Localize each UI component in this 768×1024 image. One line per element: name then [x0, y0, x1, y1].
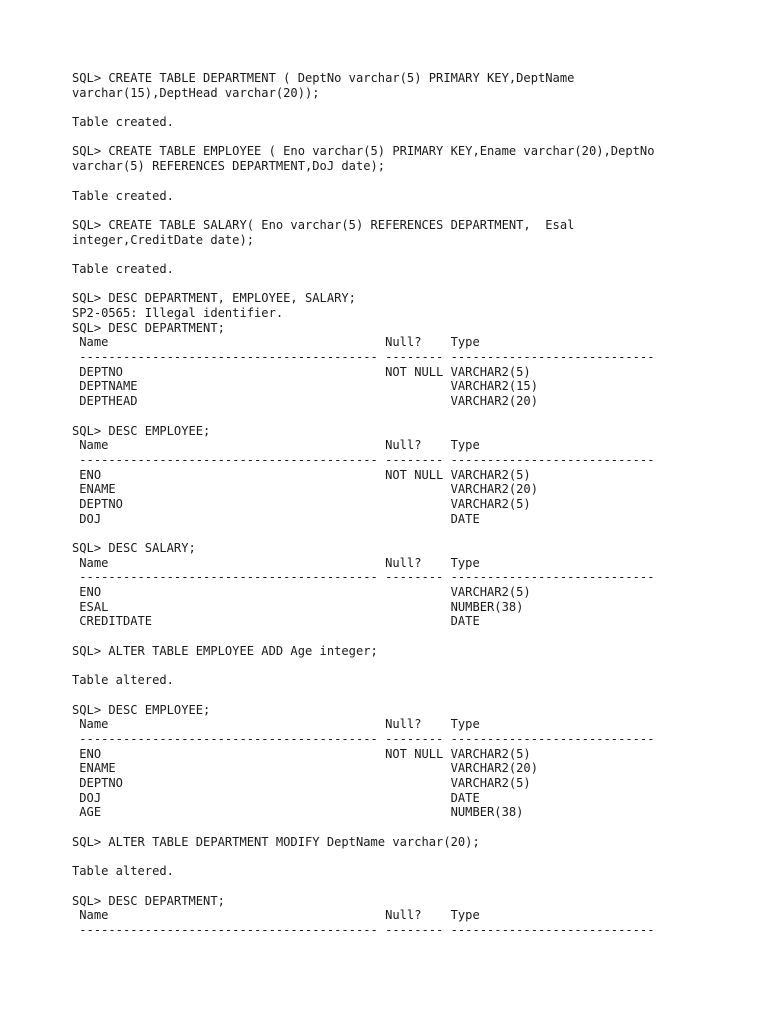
document-line: ENAME VARCHAR2(20): [72, 761, 538, 776]
document-line: DEPTNAME VARCHAR2(15): [72, 379, 538, 394]
document-line: Name Null? Type: [72, 335, 480, 350]
document-line: SQL> CREATE TABLE DEPARTMENT ( DeptNo varchar(5) PRIMARY KEY,DeptName: [72, 71, 575, 85]
document-line: [72, 203, 732, 218]
document-line: [72, 879, 732, 894]
document-line: [72, 100, 732, 115]
document-line: ENO VARCHAR2(5): [72, 585, 531, 600]
document-line: [72, 247, 732, 262]
document-line: [72, 849, 732, 864]
document-line: ----------------------------------------- -------- ----------------------------: [72, 452, 655, 467]
document-line: integer,CreditDate date);: [72, 232, 255, 247]
document-line: DOJ DATE: [72, 511, 480, 526]
document-line: SQL> CREATE TABLE EMPLOYEE ( Eno varchar(5) PRIMARY KEY,Ename varchar(20),DeptNo: [72, 144, 655, 159]
document-line: SQL> ALTER TABLE DEPARTMENT MODIFY DeptName varchar(20);: [72, 834, 480, 849]
document-line: DEPTNO VARCHAR2(5): [72, 776, 531, 790]
document-line: ----------------------------------------- -------- ----------------------------: [72, 922, 655, 937]
document-line: SQL> ALTER TABLE EMPLOYEE ADD Age integer;: [72, 643, 378, 658]
document-line: SQL> DESC SALARY;: [72, 541, 196, 555]
document-line: ENO NOT NULL VARCHAR2(5): [72, 467, 531, 482]
document-line: [72, 659, 732, 674]
document-line: SP2-0565: Illegal identifier.: [72, 306, 284, 320]
document-line: Table created.: [72, 261, 174, 276]
document-line: Name Null? Type: [72, 555, 480, 570]
document-line: [72, 688, 732, 703]
document-line: SQL> DESC EMPLOYEE;: [72, 423, 211, 438]
sql-session-document: [72, 71, 732, 938]
document-line: ----------------------------------------- -------- ----------------------------: [72, 570, 655, 585]
document-line: ENO NOT NULL VARCHAR2(5): [72, 746, 531, 761]
document-line: ENAME VARCHAR2(20): [72, 482, 538, 497]
document-line: SQL> DESC DEPARTMENT, EMPLOYEE, SALARY;: [72, 291, 356, 306]
document-line: SQL> CREATE TABLE SALARY( Eno varchar(5) REFERENCES DEPARTMENT, Esal: [72, 217, 575, 232]
document-line: varchar(15),DeptHead varchar(20));: [72, 85, 320, 100]
document-line: [72, 629, 732, 644]
document-line: [72, 409, 732, 424]
document-line: Table created.: [72, 115, 174, 130]
document-line: DEPTNO NOT NULL VARCHAR2(5): [72, 364, 531, 379]
document-line: [72, 820, 732, 835]
document-line: ----------------------------------------- -------- ----------------------------: [72, 731, 655, 746]
document-line: SQL> DESC EMPLOYEE;: [72, 702, 211, 717]
document-line: Name Null? Type: [72, 438, 480, 453]
document-line: [72, 174, 732, 189]
document-line: ----------------------------------------- -------- ----------------------------: [72, 350, 655, 365]
document-line: [72, 130, 732, 145]
document-line: Table created.: [72, 188, 174, 203]
document-line: [72, 526, 732, 541]
document-line: varchar(5) REFERENCES DEPARTMENT,DoJ date);: [72, 159, 386, 174]
document-line: Table altered.: [72, 673, 174, 688]
document-line: Table altered.: [72, 864, 174, 879]
document-line: Name Null? Type: [72, 908, 480, 923]
document-line: [72, 277, 732, 292]
document-line: CREDITDATE DATE: [72, 614, 480, 629]
document-line: Name Null? Type: [72, 717, 480, 732]
document-line: SQL> DESC DEPARTMENT;: [72, 320, 225, 335]
document-line: DEPTNO VARCHAR2(5): [72, 496, 531, 511]
document-line: AGE NUMBER(38): [72, 805, 524, 820]
document-line: SQL> DESC DEPARTMENT;: [72, 893, 225, 908]
document-line: ESAL NUMBER(38): [72, 599, 524, 614]
document-line: DOJ DATE: [72, 790, 480, 805]
document-line: DEPTHEAD VARCHAR2(20): [72, 394, 538, 409]
